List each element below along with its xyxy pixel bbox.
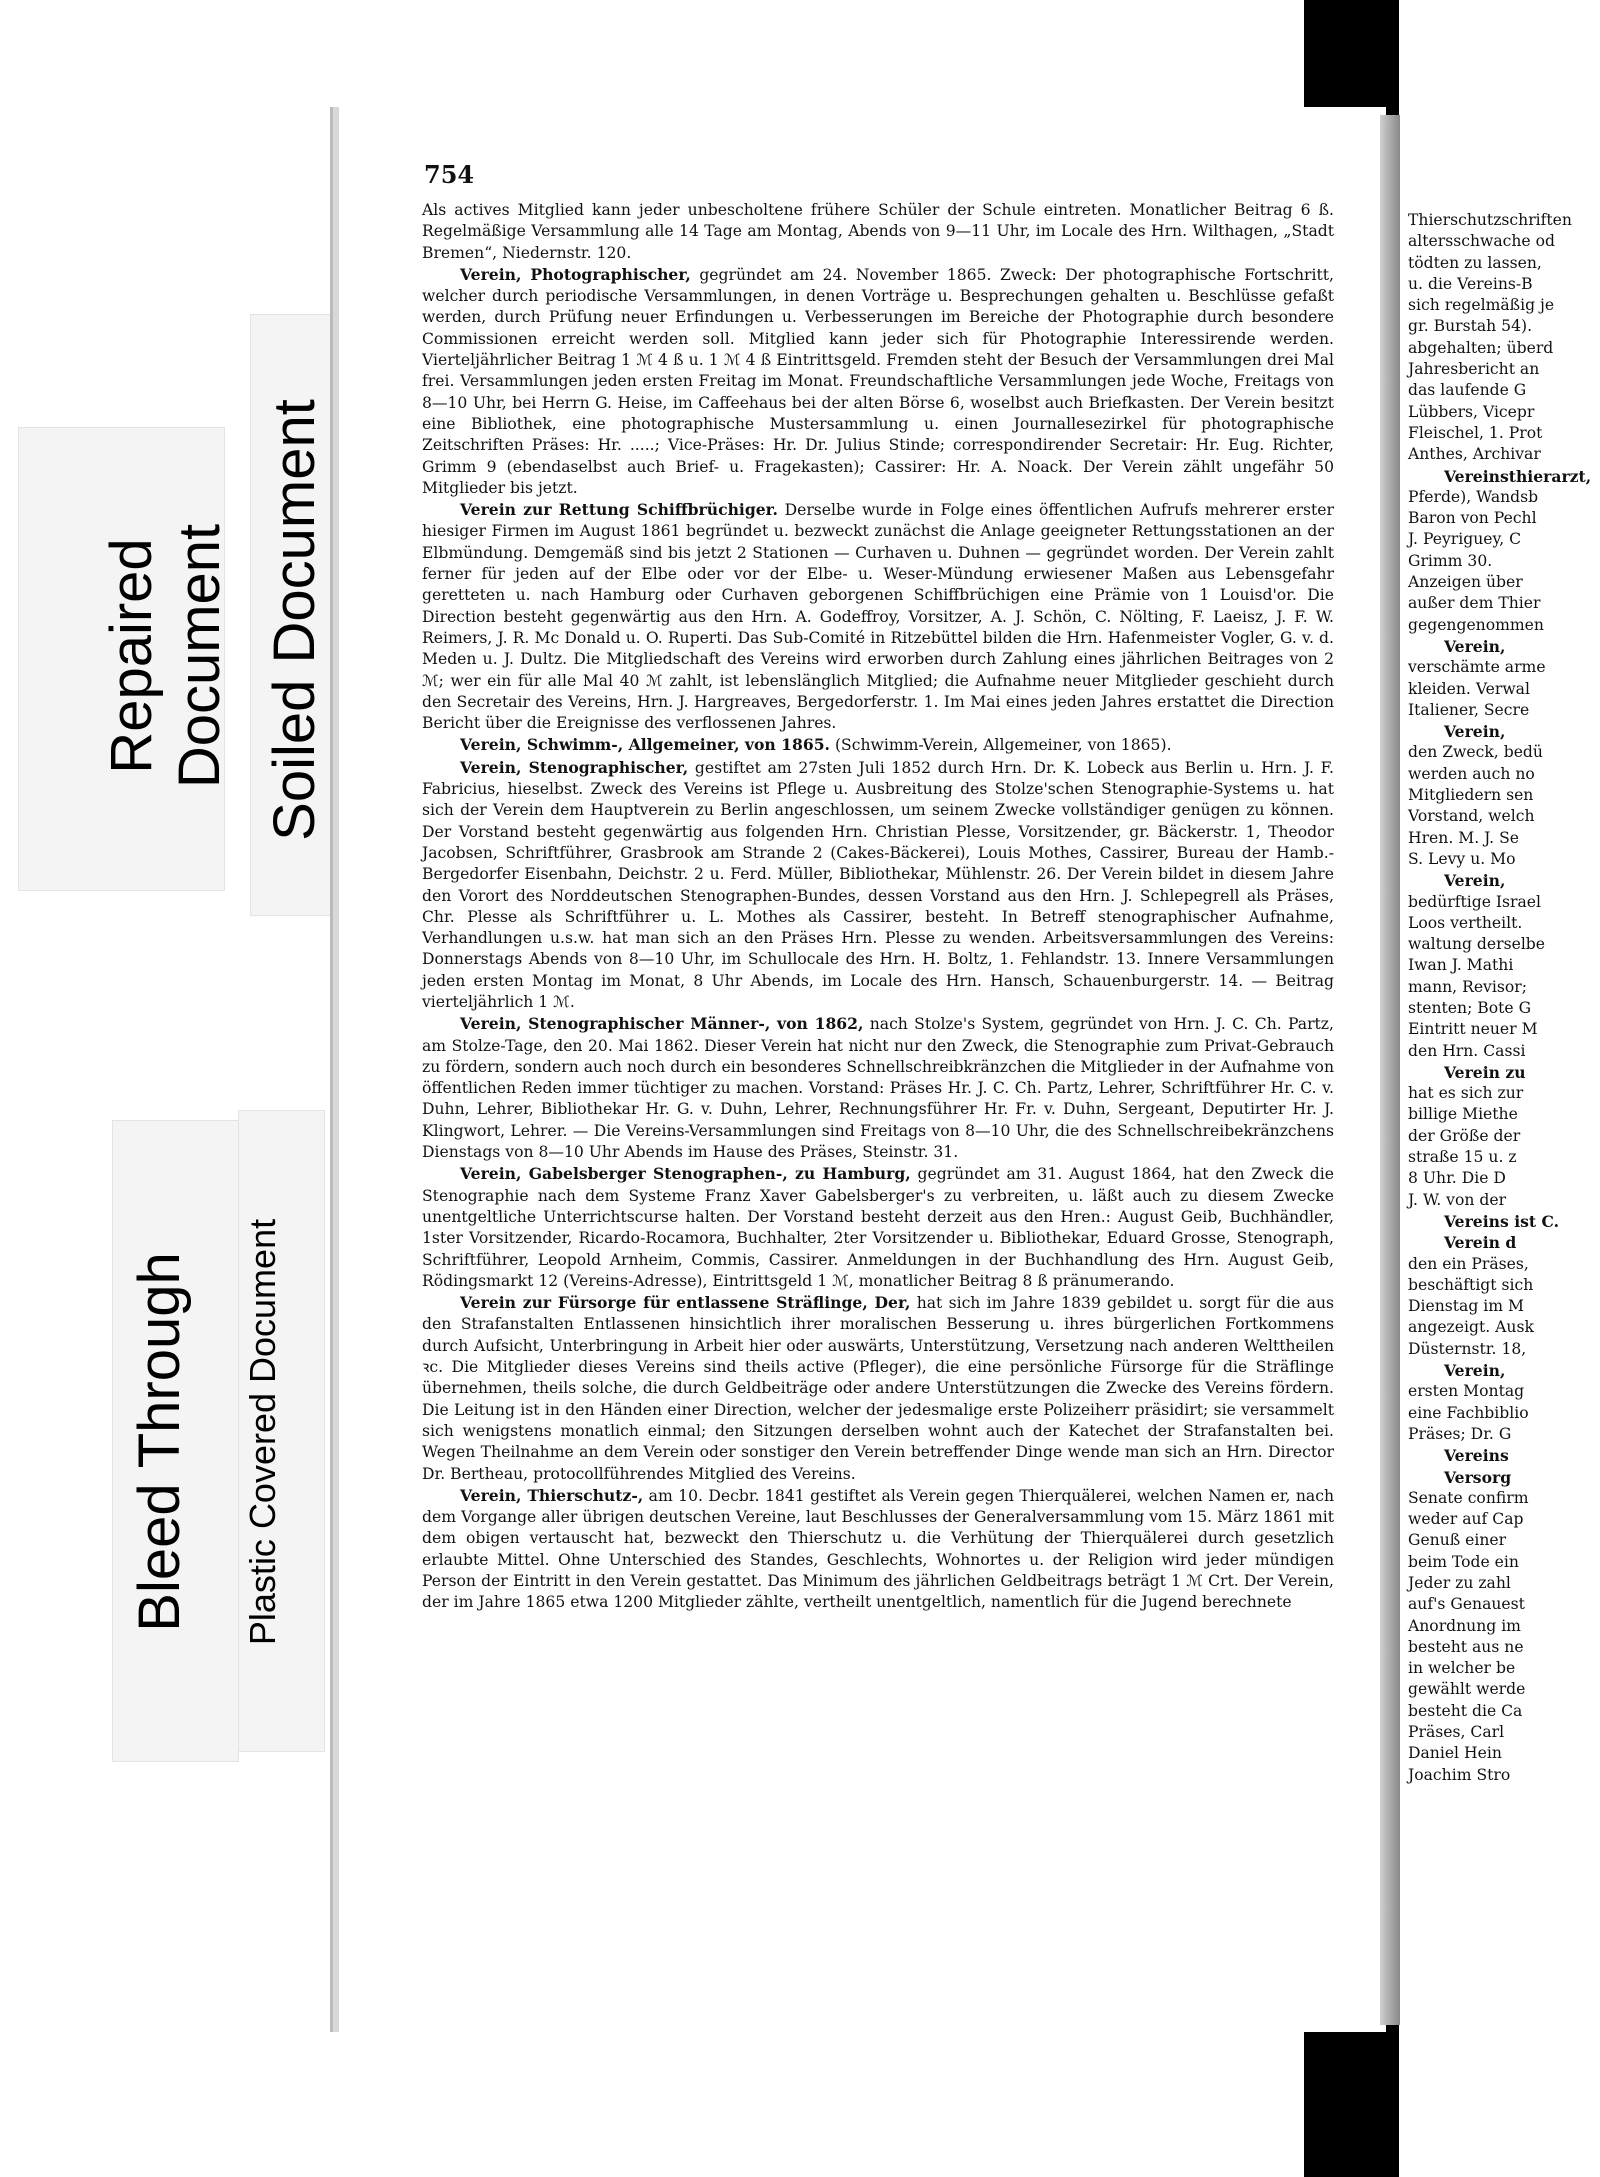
facing-page-line: Präses, Carl (1408, 1723, 1505, 1742)
facing-page-line: gewählt werde (1408, 1680, 1526, 1699)
paragraph-1 (422, 264, 1334, 499)
facing-page (1400, 125, 1600, 2025)
facing-page-line: Dienstag im M (1408, 1297, 1524, 1316)
paragraph-1-text: gegründet am 24. November 1865. Zweck: Der photographische Fortschritt, welcher durch periodische Versammlungen, in denen Vorträge u. Besprechungen gehalten u. Beschlüsse gefaßt werden, durch Prüfung neuer Erfindungen u. Verbesserungen im Bereiche der Photographie durch besondere Commissionen erreicht werden soll. Mitglied kann jeder sich für Photographie Interessirende werden. Vierteljährlicher Beitrag 1 ℳ 4 ß u. 1 ℳ 4 ß Eintrittsgeld. Fremden steht der Besuch der Versammlungen drei Mal frei. Versammlungen jeden ersten Freitag im Monat. Freundschaftliche Versammlungen jede Woche, Freitags von 8—10 Uhr, bei Herrn G. Heise, im Caffeehaus bei der alten Börse 6, woselbst auch Briefkasten. Der Verein besitzt eine Bibliothek, eine photographische Mustersammlung u. einen Journallesezirkel für photographische Zeitschriften Präses: Hr. .....; Vice-Präses: Hr. Dr. Julius Stinde; correspondirender Secretair: Hr. Eug. Richter, Grimm 9 (ebendaselbst auch Brief- u. Fragekasten); Cassirer: Hr. A. Noack. Der Verein zählt ungefähr 50 Mitglieder bis jetzt. (422, 265, 1334, 497)
paragraph-8 (422, 1485, 1334, 1614)
facing-page-line: Pferde), Wandsb (1408, 487, 1539, 506)
facing-page-line: Italiener, Secre (1408, 700, 1530, 719)
facing-page-line: S. Levy u. Mo (1408, 849, 1516, 868)
facing-page-line: J. W. von der (1408, 1190, 1507, 1209)
facing-page-line: Iwan J. Mathi (1408, 956, 1514, 975)
facing-page-line: außer dem Thier (1408, 594, 1541, 613)
facing-page-line: Verein, (1444, 722, 1506, 742)
facing-page-line: angezeigt. Ausk (1408, 1318, 1534, 1337)
facing-page-line: Vorstand, welch (1408, 807, 1535, 826)
facing-page-line: Loos vertheilt. (1408, 913, 1523, 932)
facing-page-line: Eintritt neuer M (1408, 1020, 1538, 1039)
facing-page-line: u. die Vereins-B (1408, 274, 1533, 293)
facing-page-line: Vereins (1444, 1446, 1509, 1466)
facing-page-line: billige Miethe (1408, 1105, 1518, 1124)
facing-page-line: Verein, (1444, 636, 1506, 656)
repaired-document-label (98, 446, 232, 866)
facing-page-line: Düsternstr. 18, (1408, 1339, 1527, 1358)
paragraph-0 (422, 200, 1334, 264)
facing-page-line: verschämte arme (1408, 658, 1546, 677)
paragraph-4-text: gestiftet am 27sten Juli 1852 durch Hrn. Dr. K. Lobeck aus Berlin u. Hrn. J. F. Fabricius, hieselbst. Zweck des Vereins ist Pflege u. Ausbreitung des Stolze'schen Stenographie-Systems u. hat sich der Verein dem Hauptverein zu Berlin angeschlossen, um seinem Zwecke vollständiger genügen zu können. Der Vorstand besteht gegenwärtig aus folgenden Hrn. Christian Plesse, Vorsitzender, gr. Bäckerstr. 1, Theodor Jacobsen, Schriftführer, Grasbrook am Strande 2 (Cakes-Bäckerei), Louis Mothes, Cassirer, Bureau der Hamb.-Bergedorfer Eisenbahn, Deichstr. 2 u. Ferd. Müller, Bibliothekar, Mühlenstr. 26. Der Verein bildet in diesem Jahre den Vorort des Norddeutschen Stenographen-Bundes, dessen Vorstand aus den Hrn. J. Schlepegrell als Präses, Chr. Plesse als Schriftführer u. L. Mothes als Cassirer, besteht. In Betreff stenographischer Aufnahme, Verhandlungen u.s.w. hat man sich an den Präses Hrn. Plesse zu wenden. Arbeitsversammlungen des Vereins: Donnerstags Abends von 8—10 Uhr, im Schullocale des Hrn. H. Boltz, 1. Fehlandstr. 13. Innere Versammlungen jeden ersten Montag im Monat, 8 Uhr Abends, im Locale des Hrn. Hansch, Schauenburgerstr. 14. — Beitrag vierteljährlich 1 ℳ. (422, 758, 1334, 1011)
facing-page-line: Thierschutzschriften (1408, 211, 1572, 229)
facing-page-line: Lübbers, Vicepr (1408, 402, 1535, 421)
facing-page-line: tödten zu lassen, (1408, 253, 1542, 272)
paragraph-8-heading: Verein, Thierschutz-, (460, 1485, 644, 1505)
facing-page-line: abgehalten; überd (1408, 338, 1554, 357)
facing-page-line: Vereinsthierarzt, (1444, 466, 1592, 486)
paragraph-1-heading: Verein, Photographischer, (460, 264, 691, 284)
paragraph-8-text: am 10. Decbr. 1841 gestiftet als Verein gegen Thierquälerei, welchen Namen er, nach dem Vorgange aller übrigen deutschen Vereine, laut Beschlusses der Generalversammlung vom 15. März 1861 mit dem obigen vertauscht hat, bezweckt den Thierschutz u. die Verhütung der Thierquälerei durch gesetzlich erlaubte Mittel. Ohne Unterschied des Standes, Geschlechts, Wohnortes u. der Religion wird jeder mündigen Person der Eintritt in den Verein gestattet. Das Minimum des jährlichen Geldbeitrags beträgt 1 ℳ Crt. Der Verein, der im Jahre 1865 etwa 1200 Mitglieder zählte, vertheilt unentgeltlich, namentlich für die Jugend berechnete (422, 1486, 1334, 1612)
facing-page-line: auf's Genauest (1408, 1595, 1525, 1614)
paragraph-3-heading: Verein, Schwimm-, Allgemeiner, von 1865. (460, 735, 830, 755)
facing-page-line: sich regelmäßig je (1408, 296, 1555, 315)
facing-page-lines (1400, 210, 1591, 1786)
facing-page-line: Joachim Stro (1408, 1765, 1511, 1784)
facing-page-line: mann, Revisor; (1408, 977, 1527, 996)
facing-page-line: Präses; Dr. G (1408, 1424, 1512, 1443)
facing-page-line: Anthes, Archivar (1408, 445, 1541, 464)
page-body-text (422, 200, 1334, 1614)
facing-page-line: waltung derselbe (1408, 935, 1546, 954)
facing-page-line: Genuß einer (1408, 1531, 1507, 1550)
facing-page-line: Jahresbericht an (1408, 360, 1540, 379)
soiled-document-label: Soiled Document (262, 399, 327, 841)
facing-page-line: bedürftige Israel (1408, 892, 1542, 911)
paragraph-6 (422, 1163, 1334, 1292)
facing-page-line: Mitgliedern sen (1408, 786, 1534, 805)
facing-page-line: Verein, (1444, 871, 1506, 891)
facing-page-line: Hren. M. J. Se (1408, 828, 1519, 847)
facing-page-line: Verein d (1444, 1233, 1517, 1253)
scanner-strip-bottom (1304, 2025, 1399, 2177)
paragraph-2-heading: Verein zur Rettung Schiffbrüchiger. (460, 500, 778, 520)
facing-page-line: Baron von Pechl (1408, 509, 1537, 528)
facing-page-line: Verein zu (1444, 1062, 1526, 1082)
facing-page-line: den ein Präses, (1408, 1254, 1529, 1273)
page-number: 754 (424, 160, 475, 189)
facing-page-line: Senate confirm (1408, 1488, 1529, 1507)
facing-page-line: werden auch no (1408, 764, 1535, 783)
facing-page-line: gr. Burstah 54). (1408, 317, 1533, 336)
paragraph-0-text: Als actives Mitglied kann jeder unbescholtene frühere Schüler der Schule eintreten. Monatlicher Beitrag 6 ß. Regelmäßige Versammlung alle 14 Tage am Montag, Abends von 9—11 Uhr, im Locale des Hrn. Wilthagen, „Stadt Bremen“, Niedernstr. 120. (422, 201, 1334, 262)
facing-page-line: Vereins ist C. (1444, 1211, 1560, 1231)
facing-page-line: 8 Uhr. Die D (1408, 1169, 1506, 1188)
facing-page-line: gegengenommen (1408, 615, 1544, 634)
facing-page-line: den Zweck, bedü (1408, 743, 1543, 762)
facing-page-line: Jeder zu zahl (1408, 1574, 1511, 1592)
facing-page-line: den Hrn. Cassi (1408, 1041, 1526, 1060)
paragraph-4-heading: Verein, Stenographischer, (460, 757, 689, 777)
facing-page-line: hat es sich zur (1408, 1084, 1524, 1103)
paragraph-7-heading: Verein zur Fürsorge für entlassene Sträflinge, Der, (460, 1293, 911, 1313)
facing-page-line: besteht aus ne (1408, 1637, 1524, 1656)
facing-page-line: der Größe der (1408, 1126, 1521, 1145)
facing-page-line: in welcher be (1408, 1659, 1516, 1678)
facing-page-line: J. Peyriguey, C (1408, 530, 1522, 549)
plastic-covered-label: Plastic Covered Document (242, 1218, 283, 1646)
paragraph-6-heading: Verein, Gabelsberger Stenographen-, zu Hamburg, (460, 1164, 911, 1184)
repaired-label-line1: Repaired (99, 538, 164, 774)
facing-page-line: stenten; Bote G (1408, 998, 1532, 1017)
repaired-label-line2: Document (167, 523, 232, 789)
facing-page-line: beschäftigt sich (1408, 1275, 1534, 1294)
paragraph-5-heading: Verein, Stenographischer Männer-, von 1862, (460, 1014, 864, 1034)
facing-page-line: Fleischel, 1. Prot (1408, 423, 1543, 442)
bleed-through-label: Bleed Through (127, 1252, 192, 1632)
facing-page-line: Daniel Hein (1408, 1744, 1502, 1763)
paragraph-6-text: gegründet am 31. August 1864, hat den Zweck die Stenographie nach dem Systeme Franz Xaver Gabelsberger's zu verbreiten, u. läßt auch zu diesem Zwecke unentgeltliche Unterrichtscurse halten. Der Vorstand besteht derzeit aus den Hren.: August Geib, Buchhändler, 1ster Vorsitzender, Ricardo-Rocamora, Buchhalter, 2ter Vorsitzender u. Bibliothekar, Eduard Grosse, Stenograph, Schriftführer, Leopold Arnheim, Commis, Cassirer. Anmeldungen in der Buchhandlung des Hrn. August Geib, Rödingsmarkt 12 (Vereins-Adresse), Eintrittsgeld 1 ℳ, monatlicher Beitrag 8 ß pränumerando. (422, 1165, 1334, 1290)
facing-page-line: kleiden. Verwal (1408, 679, 1530, 698)
paragraph-2 (422, 499, 1334, 734)
facing-page-line: Anzeigen über (1408, 573, 1523, 592)
facing-page-line: besteht die Ca (1408, 1701, 1523, 1720)
paragraph-7-text: hat sich im Jahre 1839 gebildet u. sorgt für die aus den Strafanstalten Entlassenen hinsichtlich ihrer moralischen Besserung u. ihres bürgerlichen Fortkommens durch Aufsicht, Unterbringung in Arbeit hier oder auswärts, Unterstützung, Versetzung nach anderen Welttheilen ꝛc. Die Mitglieder dieses Vereins sind theils active (Pfleger), die eine persönliche Fürsorge für die Sträflinge übernehmen, theils solche, die durch Geldbeiträge oder andere Unterstützungen die Zwecke des Vereins fördern. Die Leitung ist in den Händen einer Direction, welcher der jedesmalige erste Polizeiherr präsidirt; sie versammelt sich wenigstens monatlich einmal; den Sitzungen derselben wohnt auch der Katechet der Strafanstalten bei. Wegen Theilnahme an dem Verein oder sonstiger den Verein betreffender Dinge wende man sich an Hrn. Director Dr. Bertheau, protocollführendes Mitglied des Vereins. (422, 1294, 1334, 1483)
facing-page-line: eine Fachbiblio (1408, 1403, 1529, 1422)
paragraph-3 (422, 734, 1334, 756)
facing-page-line: beim Tode ein (1408, 1552, 1519, 1571)
facing-page-line: Grimm 30. (1408, 551, 1493, 570)
facing-page-line: ersten Montag (1408, 1382, 1525, 1401)
facing-page-line: Versorg (1444, 1467, 1512, 1487)
facing-page-line: straße 15 u. z (1408, 1148, 1517, 1167)
facing-page-line: das laufende G (1408, 381, 1527, 400)
paragraph-4 (422, 757, 1334, 1014)
facing-page-line: Verein, (1444, 1361, 1506, 1381)
page-gutter (1380, 115, 1400, 2025)
facing-page-line: altersschwache od (1408, 232, 1555, 251)
paragraph-2-text: Derselbe wurde in Folge eines öffentlichen Aufrufs mehrerer erster hiesiger Firmen im August 1861 begründet u. bezweckt zunächst die Anlage geeigneter Rettungsstationen an der Elbmündung. Demgemäß sind bis jetzt 2 Stationen — Curhaven u. Duhnen — gegründet worden. Der Verein zahlt ferner für jeden auf der Elbe oder vor der Elbe- u. Weser-Mündung erwiesener Maßen aus Lebensgefahr geretteten u. nach Hamburg oder Curhaven geborgenen Schiffbrüchigen eine Prämie von 1 Louisd'or. Die Direction besteht gegenwärtig aus den Hrn. A. Godeffroy, Vorsitzer, A. J. Schön, C. Nölting, F. Laeisz, J. F. W. Reimers, J. R. Mc Donald u. O. Ruperti. Das Sub-Comité in Ritzebüttel bilden die Hrn. Hafenmeister Vogler, G. v. d. Meden u. J. Dultz. Die Mitgliedschaft des Vereins wird erworben durch Zahlung eines jährlichen Beitrages von 2 ℳ; wer ein für alle Mal 40 ℳ zahlt, ist lebenslänglich Mitglied; die Aufnahme neuer Mitglieder geschieht durch den Secretair des Vereins, Hrn. J. Hargreaves, Bergedorferstr. 1. Im Mai eines jeden Jahres erstattet die Direction Bericht über die Ereignisse des verflossenen Jahres. (422, 501, 1334, 733)
paragraph-5 (422, 1013, 1334, 1163)
paragraph-5-text: nach Stolze's System, gegründet von Hrn. J. C. Ch. Partz, am Stolze-Tage, den 20. Mai 1862. Dieser Verein hat nicht nur den Zweck, die Stenographie zum Privat-Gebrauch zu fördern, sondern auch noch durch ein besonderes Schnellschreibkränzchen die Mitglieder in der Aufnahme von öffentlichen Reden immer tüchtiger zu machen. Vorstand: Präses Hr. J. C. Ch. Partz, Lehrer, Schriftführer Hr. C. v. Duhn, Lehrer, Bibliothekar Hr. G. v. Duhn, Lehrer, Rechnungsführer Hr. Fr. v. Duhn, Sergeant, Deputirter Hr. J. Klingwort, Lehrer. — Die Vereins-Versammlungen sind Freitags von 8—10 Uhr, die des Schnellschreibekränzchens Dienstags von 8—10 Uhr Abends im Hause des Präses, Steinstr. 31. (422, 1015, 1334, 1162)
facing-page-line: weder auf Cap (1408, 1510, 1524, 1529)
facing-page-line: Anordnung im (1408, 1616, 1521, 1635)
paragraph-3-text: (Schwimm-Verein, Allgemeiner, von 1865). (830, 736, 1172, 755)
paragraph-7 (422, 1292, 1334, 1485)
